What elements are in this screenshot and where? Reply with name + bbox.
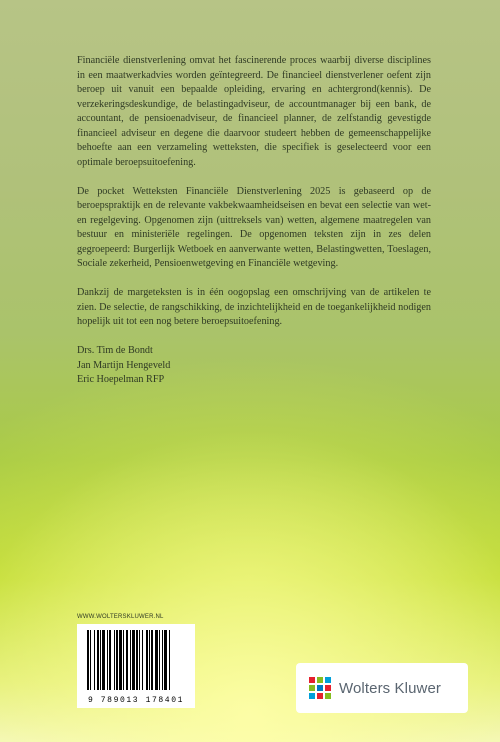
barcode bbox=[77, 624, 195, 708]
barcode-bars bbox=[85, 630, 187, 690]
wolters-kluwer-logo-icon bbox=[308, 676, 332, 700]
intro-paragraph: Financiële dienstverlening omvat het fascinerende proces waarbij diverse disciplines in een maatwerkadvies worden geïntegreerd. De financieel dienstverlener oefent zijn beroep uit vanuit een bepaalde opleiding, ervaring en achtergrond(kennis). De verzekeringsdeskundige, de belastingadviseur, de accountmanager bij een bank, de accountant, de pensioenadviseur, de financieel planner, de zelfstandig gevestigde financieel adviseur en degene die daarvoor studeert hebben de gemeenschappelijke behoefte aan een verzameling wetteksten, die specifiek is geselecteerd voor een optimale beroepsuitoefening. bbox=[77, 55, 431, 168]
publisher-name: Wolters Kluwer bbox=[339, 679, 441, 697]
author-name: Drs. Tim de Bondt bbox=[77, 345, 153, 356]
author-list bbox=[77, 344, 431, 388]
content-paragraph: De pocket Wetteksten Financiële Dienstverlening 2025 is gebaseerd op de beroepspraktijk en de relevante vakbekwaamheidseisen en bevat een selectie van wet- en regelgeving. Opgenomen zijn (uittreksels van) wetten, algemene maatregelen van bestuur en ministeriële regelingen. De opgenomen teksten zijn in zes delen gegroepeerd: Burgerlijk Wetboek en aanverwante wetten, Belastingwetten, Toeslagen, Sociale zekerheid, Pensioenwetgeving en Financiële wetgeving. bbox=[77, 185, 431, 269]
back-cover-text bbox=[77, 54, 431, 388]
barcode-digits: 9 789013 178401 bbox=[87, 696, 184, 705]
author-name: Eric Hoepelman RFP bbox=[77, 374, 165, 385]
publisher-logo bbox=[296, 663, 468, 713]
margin-text-paragraph: Dankzij de margeteksten is in één oogopslag een omschrijving van de artikelen te zien. De selectie, de rangschikking, de inzichtelijkheid en de toegankelijkheid nodigen hopelijk uit tot een nog betere beroepsuitoefening. bbox=[77, 287, 431, 327]
publisher-website: WWW.WOLTERSKLUWER.NL bbox=[77, 614, 164, 620]
author-name: Jan Martijn Hengeveld bbox=[77, 359, 171, 371]
